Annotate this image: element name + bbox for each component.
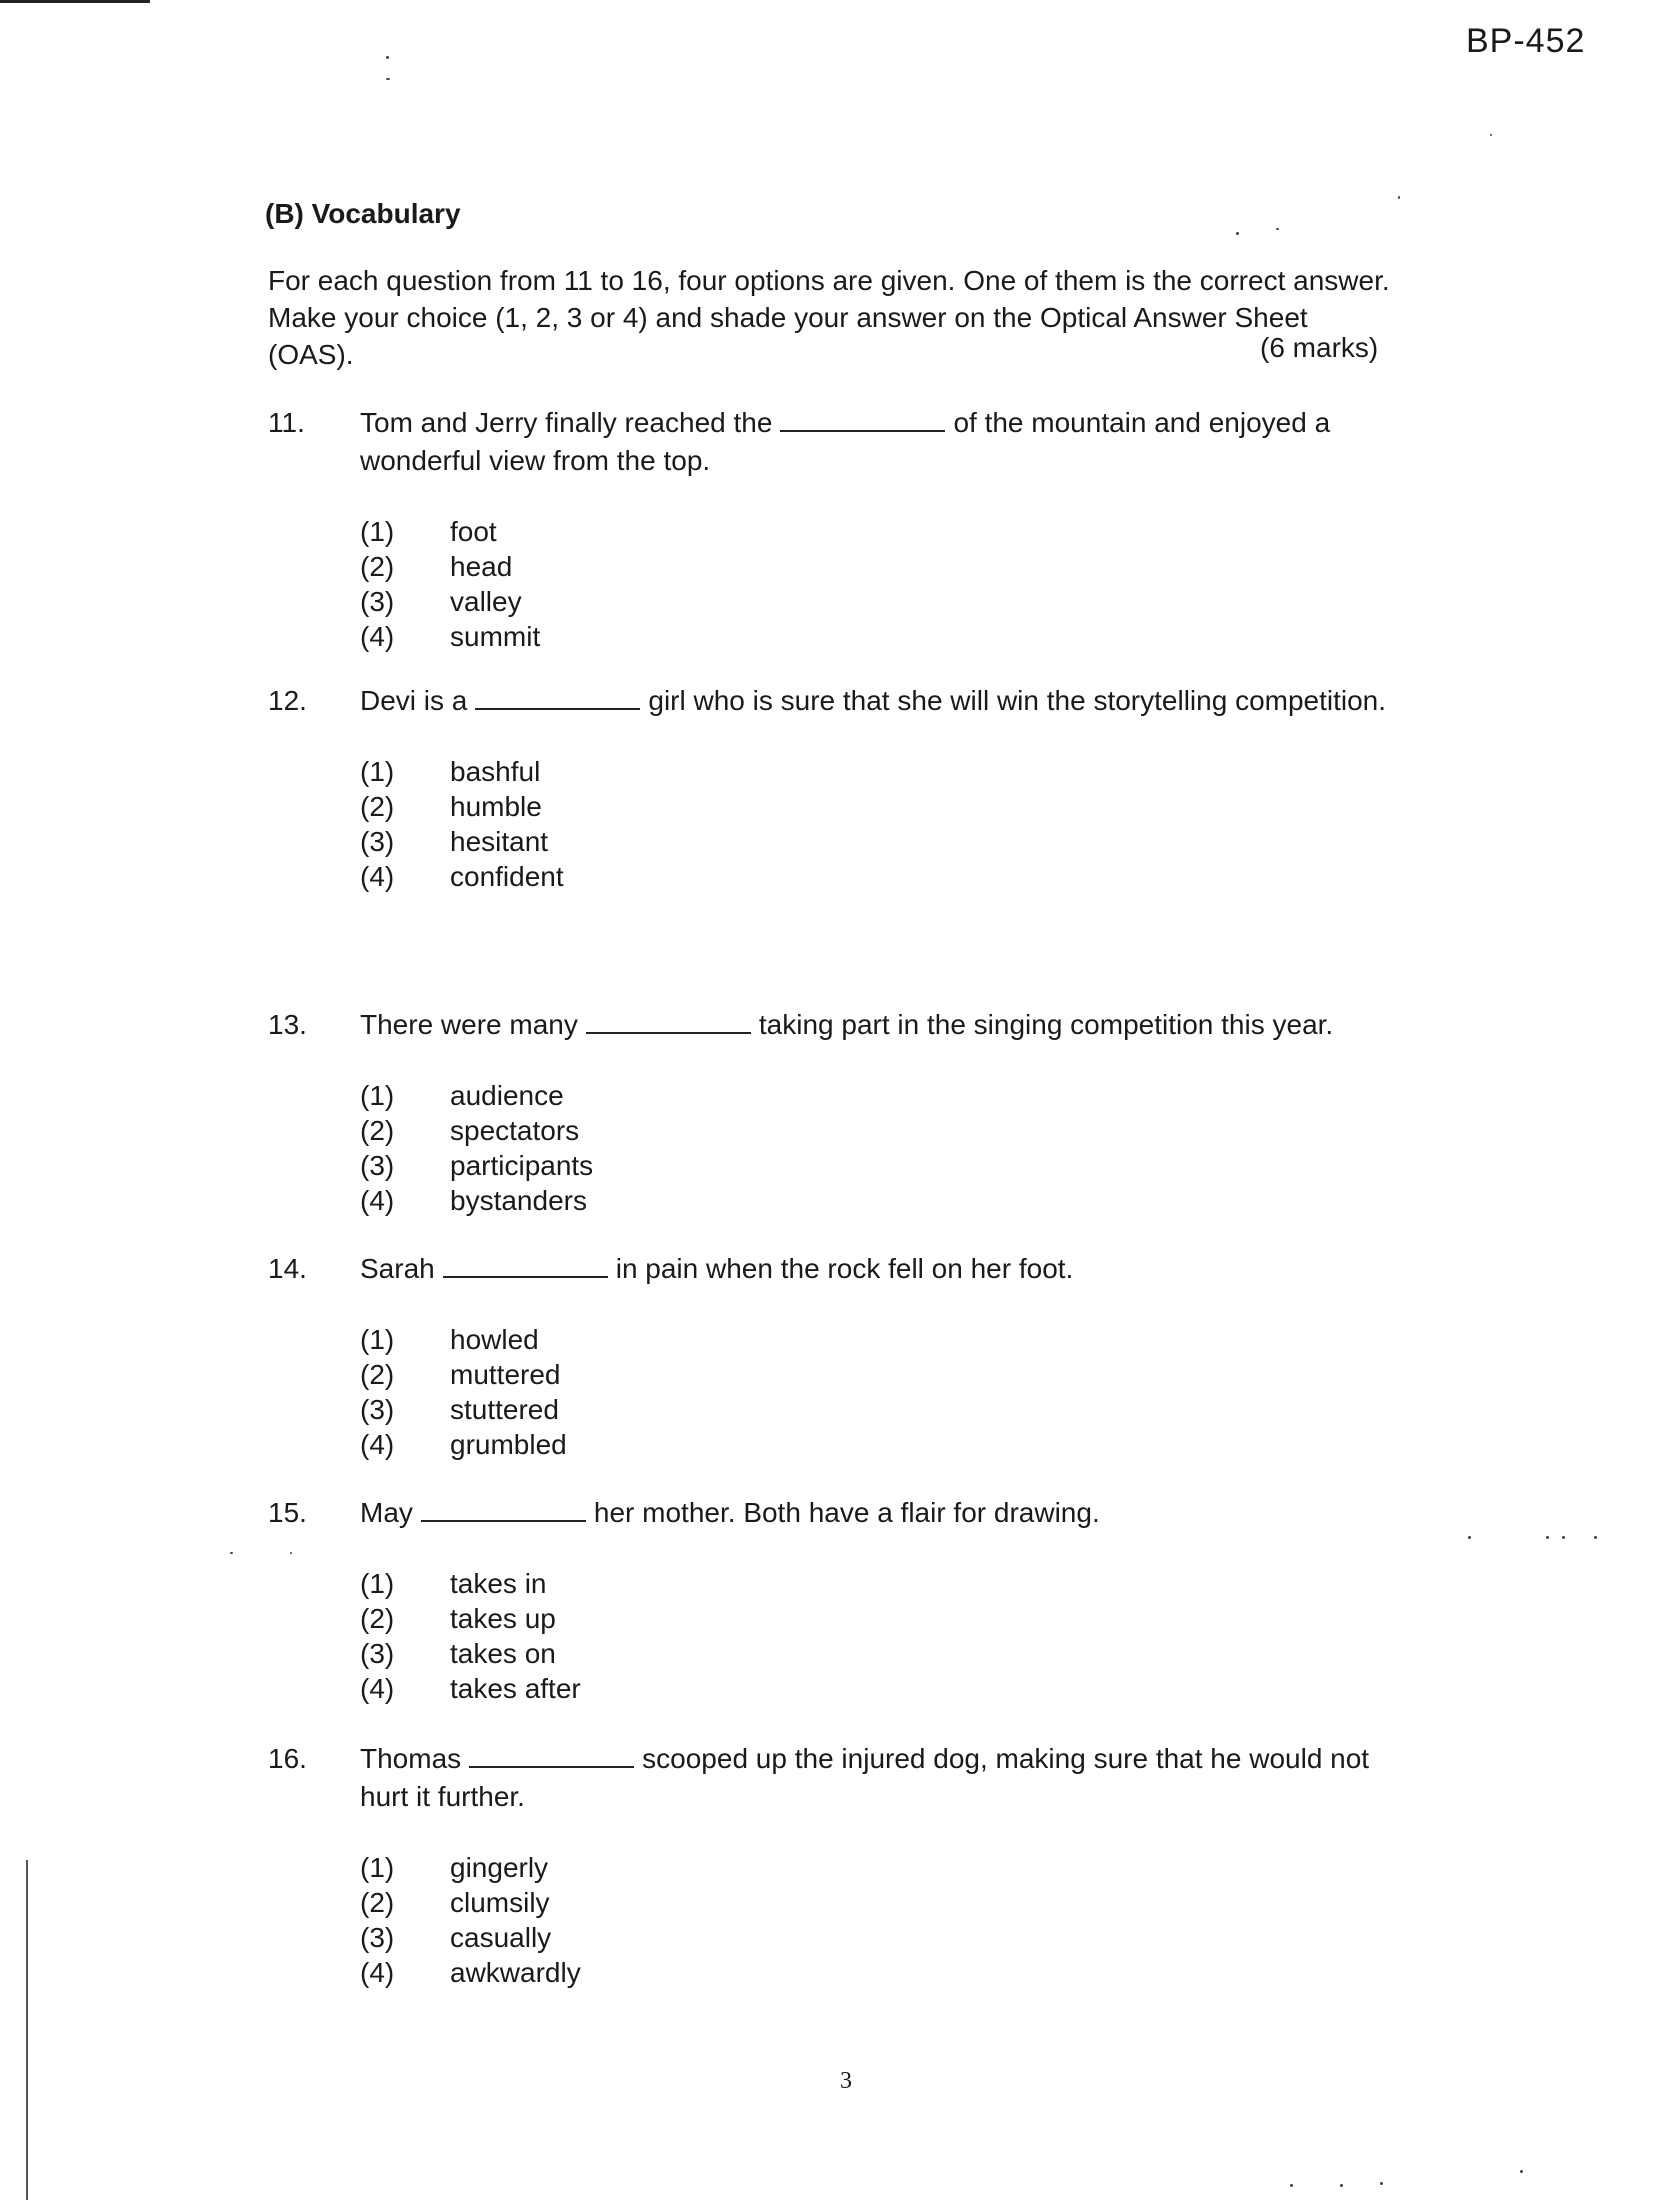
option-number: (2) — [360, 1359, 395, 1390]
option-text: spectators — [450, 1115, 580, 1146]
option-text: summit — [450, 621, 541, 652]
option-number: (2) — [360, 1887, 395, 1918]
question-text-before: Devi is a — [360, 685, 468, 716]
scan-speck — [1594, 1536, 1597, 1539]
top-rule — [0, 0, 150, 3]
option-text: foot — [450, 516, 497, 547]
option-item — [360, 514, 1418, 549]
question-15 — [268, 1494, 1418, 1706]
option-number: (3) — [360, 1150, 395, 1181]
option-number: (3) — [360, 586, 395, 617]
option-item — [360, 1920, 1418, 1955]
question-text-before: Tom and Jerry finally reached the — [360, 407, 773, 438]
option-text: muttered — [450, 1359, 561, 1390]
option-text: confident — [450, 861, 564, 892]
option-number: (1) — [360, 1568, 395, 1599]
question-number: 12. — [268, 685, 307, 716]
option-text: awkwardly — [450, 1957, 581, 1988]
question-text-before: May — [360, 1497, 413, 1528]
scan-speck — [1236, 232, 1239, 235]
instructions: For each question from 11 to 16, four options are given. One of them is the correct answer. Make your choice (1, 2, 3 or 4) and shade your answer on the Optical Answer Sheet (OAS). — [268, 265, 1390, 370]
scan-speck — [230, 1552, 233, 1554]
scan-speck — [1290, 2184, 1293, 2187]
document-code: BP-452 — [1466, 22, 1586, 60]
question-text-before: There were many — [360, 1009, 578, 1040]
option-number: (3) — [360, 826, 395, 857]
question-text-after: taking part in the singing competition this year. — [758, 1009, 1334, 1040]
option-item — [360, 1148, 1418, 1183]
options-list — [360, 1078, 1418, 1218]
question-text-after: in pain when the rock fell on her foot. — [615, 1253, 1074, 1284]
option-item — [360, 1357, 1418, 1392]
option-text: takes in — [450, 1568, 547, 1599]
option-number: (1) — [360, 756, 395, 787]
question-text — [360, 1494, 1418, 1532]
question-text — [360, 404, 1418, 480]
option-number: (1) — [360, 1852, 395, 1883]
answer-blank — [443, 1254, 608, 1278]
option-number: (3) — [360, 1638, 395, 1669]
option-text: valley — [450, 586, 522, 617]
scan-speck — [1546, 1536, 1549, 1539]
question-text-after: of the mountain and enjoyed a wonderful view from the top. — [360, 407, 1331, 476]
option-number: (4) — [360, 861, 395, 892]
question-16 — [268, 1740, 1418, 1990]
answer-blank — [421, 1498, 586, 1522]
option-number: (1) — [360, 1080, 395, 1111]
options-list — [360, 754, 1418, 894]
question-text — [360, 1740, 1418, 1816]
option-item — [360, 1601, 1418, 1636]
page-number: 3 — [840, 2068, 852, 2094]
scan-speck — [386, 56, 389, 59]
option-item — [360, 1113, 1418, 1148]
scan-speck — [1380, 2182, 1383, 2185]
marks-label: (6 marks) — [1260, 332, 1379, 363]
options-list — [360, 1850, 1418, 1990]
scan-speck — [1398, 196, 1400, 199]
option-item — [360, 1078, 1418, 1113]
question-text-after: scooped up the injured dog, making sure that he would not hurt it further. — [360, 1743, 1370, 1812]
option-text: grumbled — [450, 1429, 567, 1460]
option-text: clumsily — [450, 1887, 550, 1918]
section-title: (B) Vocabulary — [265, 198, 461, 229]
question-12 — [268, 682, 1418, 894]
question-number: 15. — [268, 1497, 307, 1528]
options-list — [360, 1322, 1418, 1462]
question-text-before: Thomas — [360, 1743, 462, 1774]
option-number: (4) — [360, 1185, 395, 1216]
question-text-after: girl who is sure that she will win the storytelling competition. — [648, 685, 1387, 716]
option-text: hesitant — [450, 826, 549, 857]
answer-blank — [586, 1010, 751, 1034]
option-text: bashful — [450, 756, 541, 787]
option-text: bystanders — [450, 1185, 587, 1216]
options-list — [360, 1566, 1418, 1706]
option-item — [360, 1671, 1418, 1706]
option-text: casually — [450, 1922, 552, 1953]
option-item — [360, 1885, 1418, 1920]
option-item — [360, 789, 1418, 824]
scan-speck — [1520, 2170, 1523, 2173]
option-item — [360, 549, 1418, 584]
option-text: stuttered — [450, 1394, 559, 1425]
option-item — [360, 1322, 1418, 1357]
option-number: (3) — [360, 1394, 395, 1425]
option-number: (3) — [360, 1922, 395, 1953]
option-number: (1) — [360, 516, 395, 547]
option-text: gingerly — [450, 1852, 549, 1883]
question-number: 13. — [268, 1009, 307, 1040]
question-14 — [268, 1250, 1418, 1462]
option-item — [360, 1636, 1418, 1671]
option-item — [360, 1566, 1418, 1601]
option-number: (4) — [360, 621, 395, 652]
option-item — [360, 619, 1418, 654]
option-number: (2) — [360, 551, 395, 582]
option-item — [360, 1427, 1418, 1462]
option-text: humble — [450, 791, 542, 822]
option-text: participants — [450, 1150, 594, 1181]
option-text: takes after — [450, 1673, 581, 1704]
scan-speck — [1562, 1536, 1565, 1539]
scan-speck — [1490, 134, 1492, 136]
option-item — [360, 859, 1418, 894]
option-item — [360, 584, 1418, 619]
option-number: (1) — [360, 1324, 395, 1355]
option-text: howled — [450, 1324, 539, 1355]
left-margin-rule — [26, 1860, 28, 2200]
question-text-before: Sarah — [360, 1253, 435, 1284]
option-item — [360, 1183, 1418, 1218]
option-number: (4) — [360, 1957, 395, 1988]
option-number: (2) — [360, 1115, 395, 1146]
question-text — [360, 1006, 1418, 1044]
answer-blank — [780, 408, 945, 432]
option-item — [360, 1392, 1418, 1427]
options-list — [360, 514, 1418, 654]
option-number: (2) — [360, 1603, 395, 1634]
option-item — [360, 1850, 1418, 1885]
option-text: head — [450, 551, 513, 582]
question-number: 11. — [268, 407, 305, 438]
question-text-after: her mother. Both have a flair for drawing. — [593, 1497, 1100, 1528]
scan-speck — [386, 78, 390, 80]
answer-blank — [475, 686, 640, 710]
question-number: 14. — [268, 1253, 307, 1284]
question-number: 16. — [268, 1743, 307, 1774]
option-item — [360, 824, 1418, 859]
question-text — [360, 1250, 1418, 1288]
question-11 — [268, 404, 1418, 654]
option-number: (4) — [360, 1673, 395, 1704]
option-number: (4) — [360, 1429, 395, 1460]
scan-speck — [1340, 2184, 1343, 2187]
option-text: takes on — [450, 1638, 556, 1669]
scan-speck — [1276, 228, 1279, 230]
question-text — [360, 682, 1418, 720]
option-item — [360, 754, 1418, 789]
option-number: (2) — [360, 791, 395, 822]
option-text: audience — [450, 1080, 564, 1111]
answer-blank — [469, 1744, 634, 1768]
option-item — [360, 1955, 1418, 1990]
option-text: takes up — [450, 1603, 556, 1634]
scan-speck — [1468, 1536, 1471, 1539]
question-13 — [268, 1006, 1418, 1218]
